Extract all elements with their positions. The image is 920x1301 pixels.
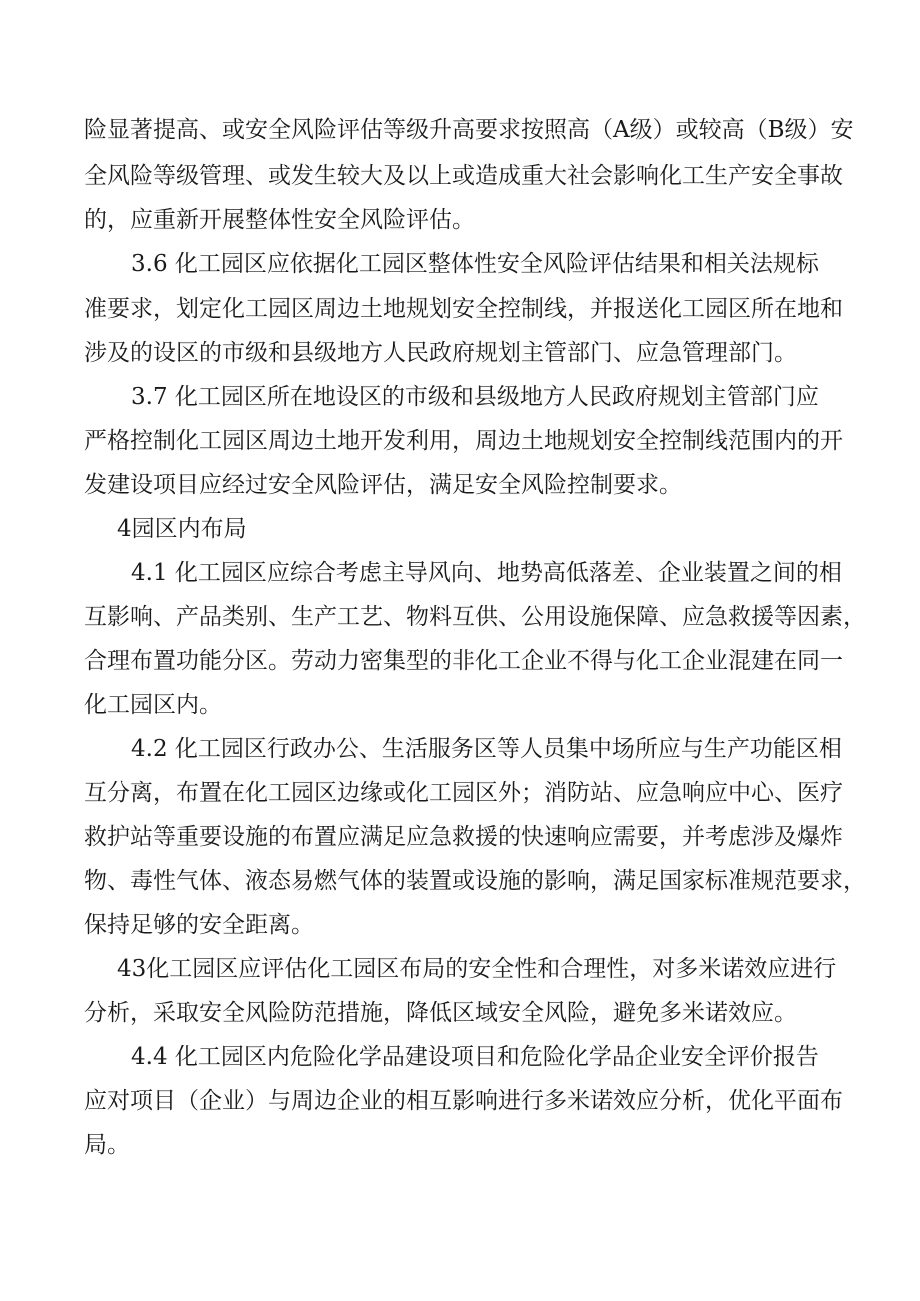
text-line: 发建设项目应经过安全风险评估，满足安全风险控制要求。 (84, 472, 682, 498)
paragraph-4-3-line: 43化工园区应评估化工园区布局的安全性和合理性，对多米诺效应进行 (117, 956, 837, 982)
paragraph-3-7-line: 3.7 化工园区所在地设区的市级和县级地方人民政府规划主管部门应 (131, 384, 819, 410)
section-heading-4: 4园区内布局 (117, 516, 247, 542)
text-line: 涉及的设区的市级和县级地方人民政府规划主管部门、应急管理部门。 (84, 340, 797, 366)
text-line: 全风险等级管理、或发生较大及以上或造成重大社会影响化工生产安全事故 (84, 163, 843, 189)
paragraph-4-2-line: 4.2 化工园区行政办公、生活服务区等人员集中场所应与生产功能区相 (131, 736, 842, 762)
text-line: 互分离，布置在化工园区边缘或化工园区外；消防站、应急响应中心、医疗 (84, 780, 843, 806)
text-line: 化工园区内。 (84, 692, 222, 718)
paragraph-4-4-line: 4.4 化工园区内危险化学品建设项目和危险化学品企业安全评价报告 (131, 1044, 819, 1070)
text-line: 物、毒性气体、液态易燃气体的装置或设施的影响，满足国家标准规范要求， (84, 868, 866, 894)
text-line: 救护站等重要设施的布置应满足应急救援的快速响应需要，并考虑涉及爆炸 (84, 824, 843, 850)
text-line: 分析，采取安全风险防范措施，降低区域安全风险，避免多米诺效应。 (84, 1000, 797, 1026)
text-line: 合理布置功能分区。劳动力密集型的非化工企业不得与化工企业混建在同一 (84, 648, 843, 674)
text-line: 应对项目（企业）与周边企业的相互影响进行多米诺效应分析，优化平面布 (84, 1088, 843, 1114)
paragraph-3-6-line: 3.6 化工园区应依据化工园区整体性安全风险评估结果和相关法规标 (131, 251, 819, 277)
text-line: 险显著提高、或安全风险评估等级升高要求按照高（A级）或较高（B级）安 (84, 117, 854, 143)
text-line: 局。 (84, 1132, 130, 1158)
text-line: 保持足够的安全距离。 (84, 912, 314, 938)
text-line: 准要求，划定化工园区周边土地规划安全控制线，并报送化工园区所在地和 (84, 296, 843, 322)
text-line: 的，应重新开展整体性安全风险评估。 (84, 207, 475, 233)
text-line: 互影响、产品类别、生产工艺、物料互供、公用设施保障、应急救援等因素， (84, 604, 866, 630)
text-line: 严格控制化工园区周边土地开发利用，周边土地规划安全控制线范围内的开 (84, 428, 843, 454)
paragraph-4-1-line: 4.1 化工园区应综合考虑主导风向、地势高低落差、企业装置之间的相 (131, 560, 842, 586)
